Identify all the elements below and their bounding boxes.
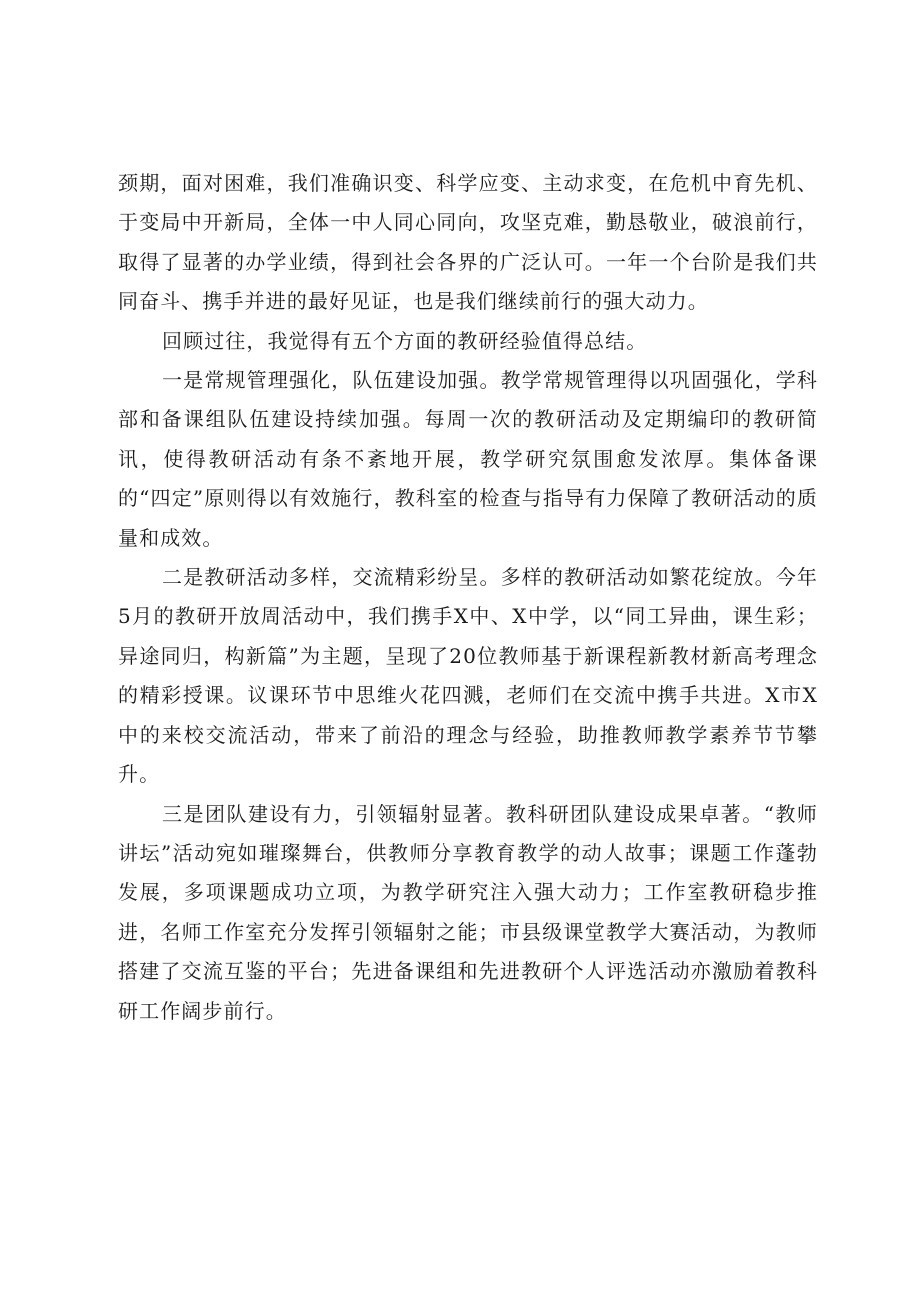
paragraph-point-one: 一是常规管理强化，队伍建设加强。教学常规管理得以巩固强化，学科部和备课组队伍建设持续加强。每周一次的教研活动及定期编印的教研简讯，使得教研活动有条不紊地开展，教学研究氛围愈发浓厚。集体备课的“四定”原则得以有效施行，教科室的检查与指导有力保障了教研活动的质量和成效。 xyxy=(118,368,818,550)
paragraph-review-intro: 回顾过往，我觉得有五个方面的教研经验值得总结。 xyxy=(162,328,648,353)
paragraph-point-three: 三是团队建设有力，引领辐射显著。教科研团队建设成果卓著。“教师讲坛”活动宛如璀璨舞台，供教师分享教育教学的动人故事；课题工作蓬勃发展，多项课题成功立项，为教学研究注入强大动力；工作室教研稳步推进，名师工作室充分发挥引领辐射之能；市县级课堂教学大赛活动，为教师搭建了交流互鉴的平台；先进备课组和先进教研个人评选活动亦激励着教科研工作阔步前行。 xyxy=(118,801,818,1023)
document-body xyxy=(118,164,818,1031)
paragraph-point-two: 二是教研活动多样，交流精彩纷呈。多样的教研活动如繁花绽放。今年5月的教研开放周活动中，我们携手X中、X中学，以“同工异曲，课生彩；异途同归，构新篇”为主题，呈现了20位教师基于新课程新教材新高考理念的精彩授课。议课环节中思维火花四溅，老师们在交流中携手共进。X市X中的来校交流活动，带来了前沿的理念与经验，助推教师教学素养节节攀升。 xyxy=(118,565,818,787)
paragraph-continuation: 颈期，面对困难，我们准确识变、科学应变、主动求变，在危机中育先机、于变局中开新局，全体一中人同心同向，攻坚克难，勤恳敬业，破浪前行，取得了显著的办学业绩，得到社会各界的广泛认可。一年一个台阶是我们共同奋斗、携手并进的最好见证，也是我们继续前行的强大动力。 xyxy=(118,171,818,314)
